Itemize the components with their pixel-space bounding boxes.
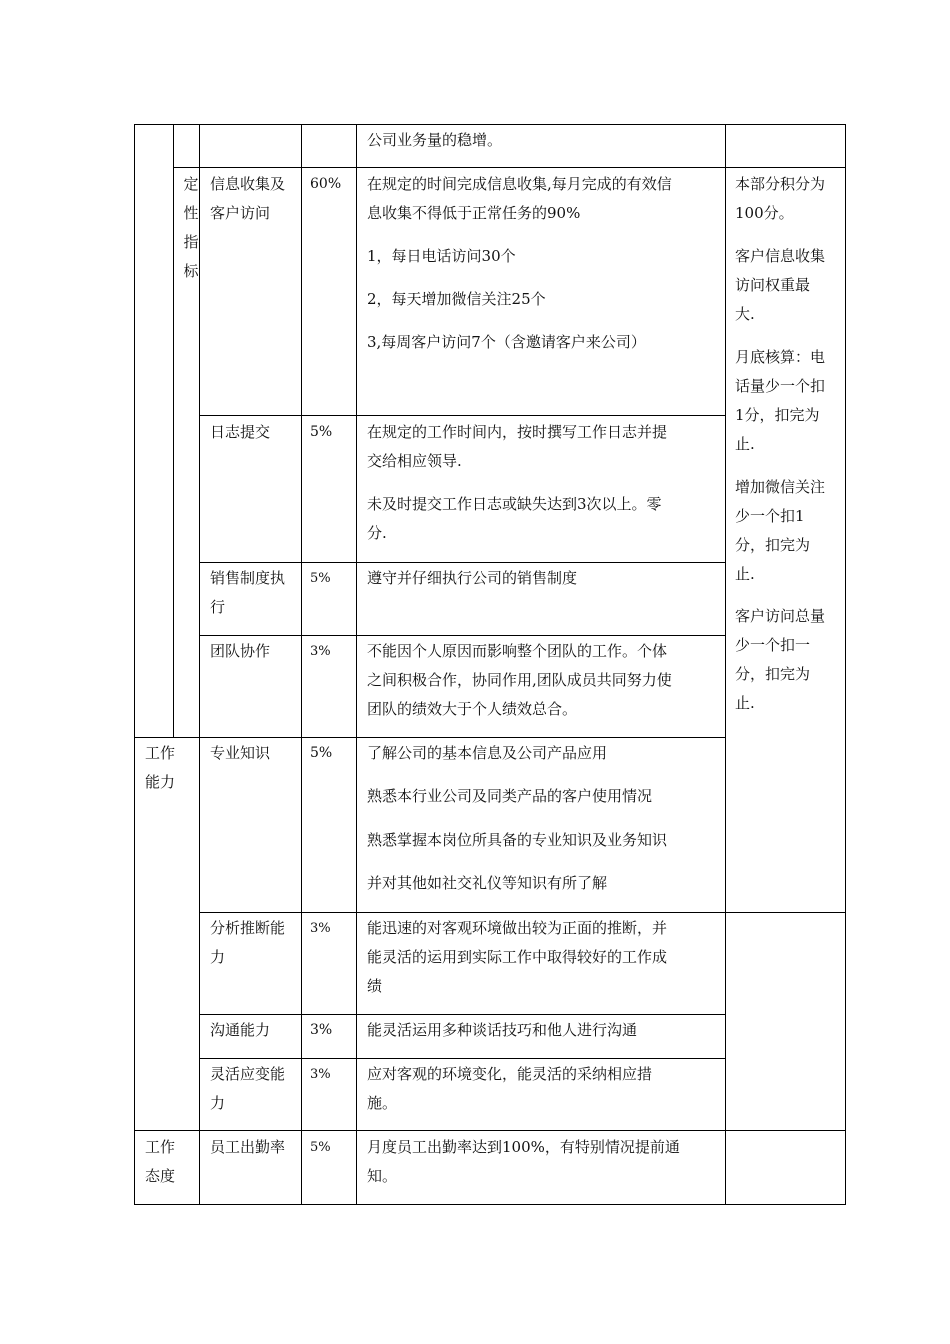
item-analysis-line2: 力 <box>210 948 226 966</box>
log-penalty: 未及时提交工作日志或缺失达到3次以上。零 <box>367 495 662 513</box>
weight-attendance: 5% <box>310 1140 331 1155</box>
team-description: 不能因个人原因而影响整个团队的工作。个体 <box>367 642 668 660</box>
note-line: 止. <box>735 565 755 583</box>
weight-teamwork: 3% <box>310 644 331 659</box>
category-work-ability: 工作 <box>145 744 176 762</box>
weight-analysis: 3% <box>310 921 331 936</box>
item-log-submission: 日志提交 <box>210 423 271 441</box>
attendance-description: 月度员工出勤率达到100%，有特别情况提前通 <box>367 1138 680 1156</box>
log-description: 在规定的工作时间内，按时撰写工作日志并提 <box>367 423 668 441</box>
category-char: 性 <box>183 204 199 222</box>
note-line: 本部分积分为 <box>735 175 826 193</box>
weight-info-collection: 60% <box>310 176 342 192</box>
note-line: 100分。 <box>735 204 794 222</box>
note-line: 少一个扣1 <box>735 507 805 525</box>
log-description-line2: 交给相应领导. <box>367 452 462 470</box>
note-line: 访问权重最 <box>735 276 811 294</box>
category-char: 标 <box>183 262 199 280</box>
knowledge-line: 熟悉本行业公司及同类产品的客户使用情况 <box>367 787 653 805</box>
note-line: 月底核算：电 <box>735 348 826 366</box>
item-attendance: 员工出勤率 <box>210 1138 286 1156</box>
item-teamwork: 团队协作 <box>210 642 271 660</box>
item-professional-knowledge: 专业知识 <box>210 744 271 762</box>
team-description-line3: 团队的绩效大于个人绩效总合。 <box>367 700 578 718</box>
analysis-description-line2: 能灵活的运用到实际工作中取得较好的工作成 <box>367 948 668 966</box>
communication-description: 能灵活运用多种谈话技巧和他人进行沟通 <box>367 1021 638 1039</box>
continued-description: 公司业务量的稳增。 <box>367 131 503 149</box>
knowledge-line: 熟悉掌握本岗位所具备的专业知识及业务知识 <box>367 831 668 849</box>
analysis-description-line3: 绩 <box>367 977 383 995</box>
category-work-attitude: 工作 <box>145 1138 176 1156</box>
item-info-collection-line2: 客户访问 <box>210 204 271 222</box>
info-description: 在规定的时间完成信息收集,每月完成的有效信 <box>367 175 672 193</box>
log-penalty-line2: 分. <box>367 524 387 542</box>
note-line: 话量少一个扣 <box>735 377 826 395</box>
note-line: 大. <box>735 305 755 323</box>
category-char: 定 <box>183 175 199 193</box>
weight-adaptability: 3% <box>310 1067 331 1082</box>
info-detail-phone: 1，每日电话访问30个 <box>367 247 516 265</box>
item-sales-policy-line2: 行 <box>210 598 226 616</box>
note-line: 分，扣完为 <box>735 665 811 683</box>
note-line: 1分，扣完为 <box>735 406 820 424</box>
category-char: 指 <box>183 233 199 251</box>
note-line: 少一个扣一 <box>735 636 811 654</box>
sales-description: 遵守并仔细执行公司的销售制度 <box>367 569 578 587</box>
item-adaptability: 灵活应变能 <box>210 1065 286 1083</box>
knowledge-line: 了解公司的基本信息及公司产品应用 <box>367 744 608 762</box>
adaptability-description-line2: 施。 <box>367 1094 398 1112</box>
info-detail-visit: 3,每周客户访问7个（含邀请客户来公司） <box>367 333 646 351</box>
weight-log-submission: 5% <box>310 424 333 440</box>
item-communication: 沟通能力 <box>210 1021 271 1039</box>
note-line: 止. <box>735 435 755 453</box>
item-adaptability-line2: 力 <box>210 1094 226 1112</box>
weight-professional-knowledge: 5% <box>310 745 333 761</box>
attendance-description-line2: 知。 <box>367 1167 398 1185</box>
weight-communication: 3% <box>310 1022 333 1038</box>
note-line: 客户信息收集 <box>735 247 826 265</box>
note-line: 客户访问总量 <box>735 607 826 625</box>
info-detail-wechat: 2，每天增加微信关注25个 <box>367 290 546 308</box>
category-work-ability-line2: 能力 <box>145 773 176 791</box>
analysis-description: 能迅速的对客观环境做出较为正面的推断，并 <box>367 919 668 937</box>
note-line: 增加微信关注 <box>735 478 826 496</box>
weight-sales-policy: 5% <box>310 571 331 586</box>
note-line: 止. <box>735 694 755 712</box>
item-sales-policy: 销售制度执 <box>210 569 286 587</box>
team-description-line2: 之间积极合作，协同作用,团队成员共同努力使 <box>367 671 672 689</box>
item-analysis: 分析推断能 <box>210 919 286 937</box>
adaptability-description: 应对客观的环境变化，能灵活的采纳相应措 <box>367 1065 653 1083</box>
knowledge-line: 并对其他如社交礼仪等知识有所了解 <box>367 874 608 892</box>
note-line: 分，扣完为 <box>735 536 811 554</box>
info-description-line2: 息收集不得低于正常任务的90% <box>367 204 581 222</box>
category-work-attitude-line2: 态度 <box>145 1167 176 1185</box>
item-info-collection: 信息收集及 <box>210 175 286 193</box>
